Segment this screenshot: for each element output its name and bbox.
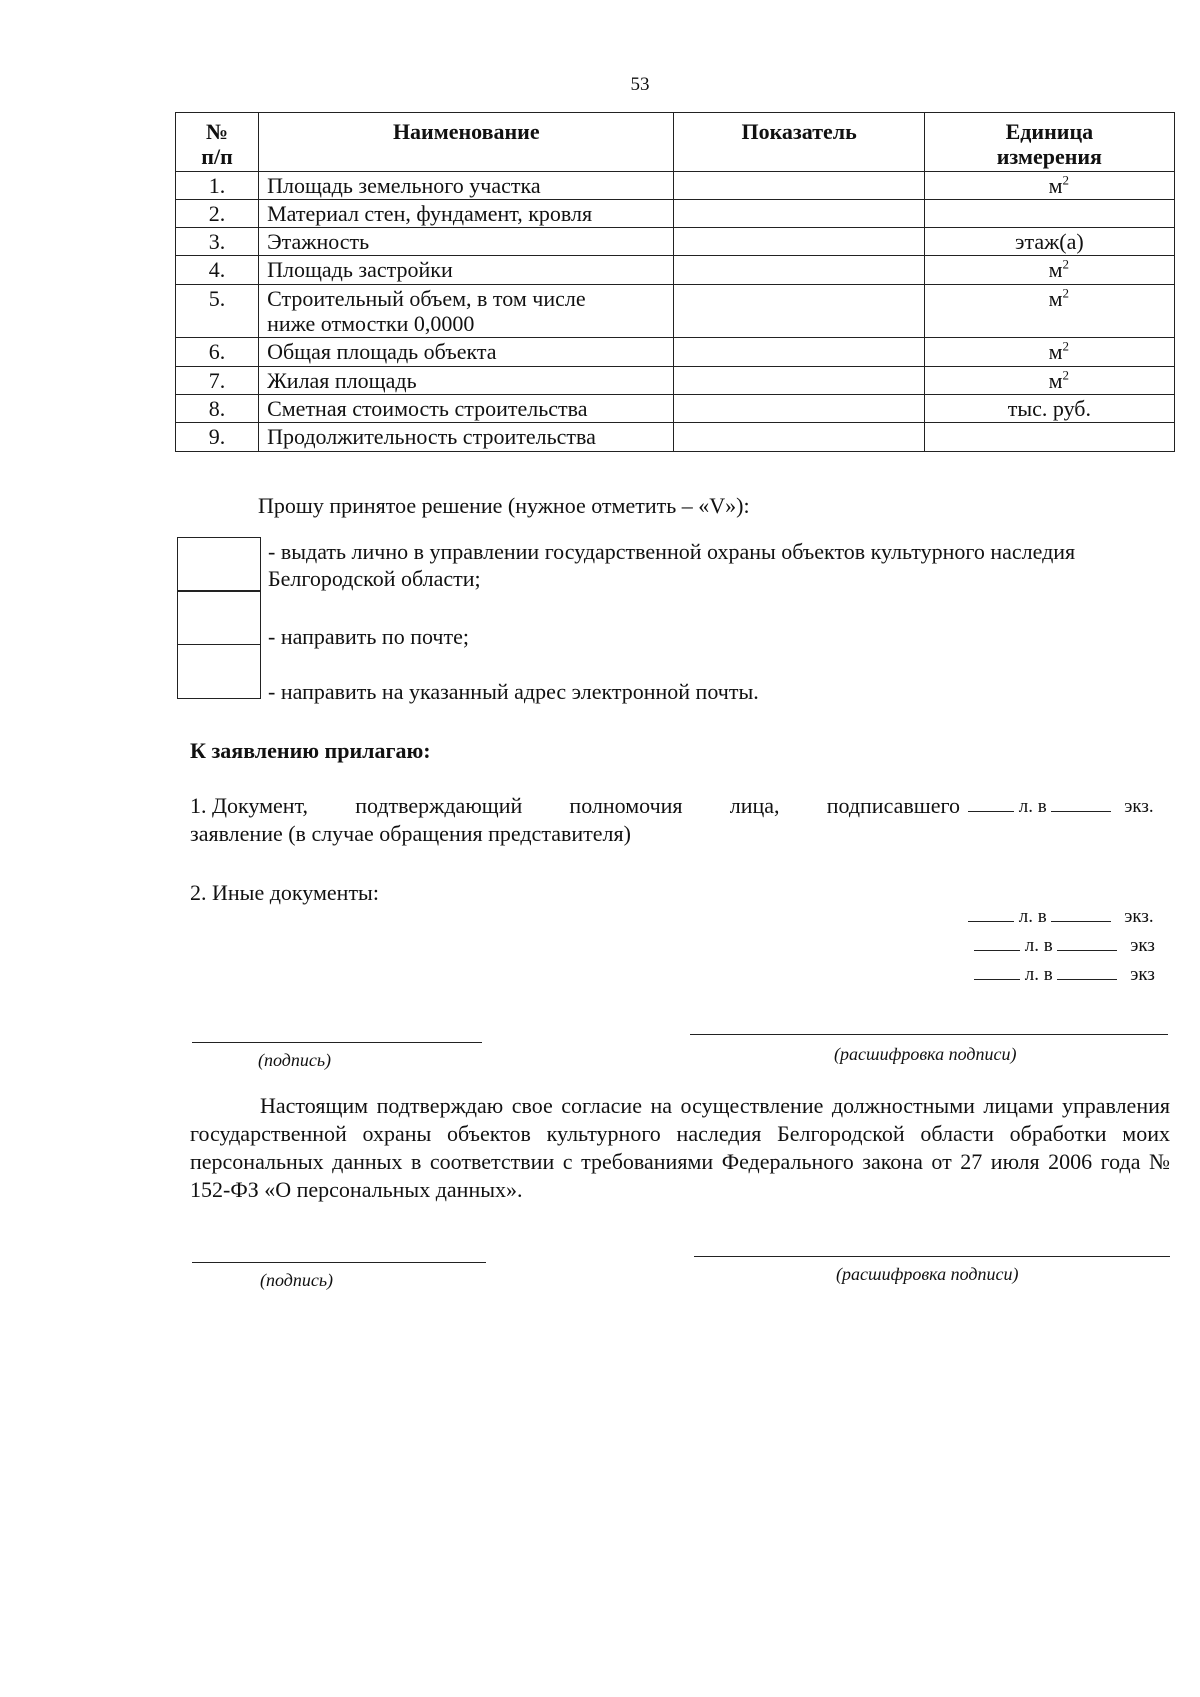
row-unit — [924, 423, 1174, 451]
doc2-copies-3: л. в экз — [974, 964, 1155, 986]
option-in-person: - выдать лично в управлении государственной охраны объектов культурного наследия Белгородской области; — [268, 539, 1076, 591]
row-name-line: Строительный объем, в том числе — [267, 285, 586, 311]
row-value-cell[interactable] — [674, 394, 924, 422]
row-name — [259, 366, 674, 394]
table-row — [176, 366, 1175, 394]
table-row — [176, 199, 1175, 227]
consent-signature-line[interactable] — [192, 1262, 486, 1263]
doc2-copies-1: л. в экз. — [968, 906, 1154, 928]
row-value-cell[interactable] — [674, 284, 924, 338]
doc1-copies: л. в экз. — [968, 796, 1154, 818]
doc1-word: подписавшего — [826, 793, 960, 818]
signature-line[interactable] — [192, 1042, 482, 1043]
row-name — [259, 199, 674, 227]
row-name — [259, 338, 674, 366]
doc1-word: 1. Документ, — [190, 793, 309, 818]
row-value-cell[interactable] — [674, 199, 924, 227]
row-name-line: Жилая площадь — [267, 367, 417, 393]
row-unit: этаж(а) — [924, 228, 1174, 256]
row-value-cell[interactable] — [674, 228, 924, 256]
row-unit: $м^2$ — [924, 171, 1174, 199]
signature-decode-caption: (расшифровка подписи) — [834, 1044, 1017, 1064]
row-unit: $м^2$ — [924, 284, 1174, 338]
checkbox-in-person[interactable] — [177, 537, 261, 592]
row-number: 1. — [176, 171, 259, 199]
table-row — [176, 284, 1175, 338]
row-value-cell[interactable] — [674, 171, 924, 199]
row-number: 3. — [176, 228, 259, 256]
doc1-word: подтверждающий — [355, 793, 523, 818]
table-row — [176, 423, 1175, 451]
header-num: № п/п — [176, 113, 259, 172]
row-name — [259, 256, 674, 284]
row-number: 5. — [176, 284, 259, 338]
row-name — [259, 394, 674, 422]
signature-caption: (подпись) — [258, 1050, 332, 1070]
row-number: 9. — [176, 423, 259, 451]
row-number: 4. — [176, 256, 259, 284]
header-name: Наименование — [259, 113, 674, 172]
option-by-mail: - направить по почте; — [268, 624, 469, 649]
row-name-line: Этажность — [267, 229, 370, 255]
decision-intro: Прошу принятое решение (нужное отметить – «V»): — [258, 493, 750, 518]
table-row — [176, 394, 1175, 422]
sheets-blank[interactable] — [968, 797, 1014, 812]
table-header-row — [176, 113, 1175, 172]
table-row — [176, 228, 1175, 256]
row-name — [259, 228, 674, 256]
decision-checkboxes — [177, 538, 261, 699]
copies-blank[interactable] — [1051, 907, 1111, 922]
doc2-copies-2: л. в экз — [974, 935, 1155, 957]
copies-blank[interactable] — [1057, 965, 1117, 980]
checkbox-by-mail[interactable] — [177, 590, 261, 645]
row-value-cell[interactable] — [674, 423, 924, 451]
row-name-line: Продолжительность строительства — [267, 424, 596, 450]
row-name-line: Материал стен, фундамент, кровля — [267, 200, 593, 226]
table-row — [176, 338, 1175, 366]
checkbox-by-email[interactable] — [177, 644, 261, 699]
row-unit: $м^2$ — [924, 256, 1174, 284]
row-name — [259, 171, 674, 199]
row-unit: $м^2$ — [924, 366, 1174, 394]
header-value: Показатель — [674, 113, 924, 172]
option-by-email: - направить на указанный адрес электронной почты. — [268, 679, 759, 704]
row-value-cell[interactable] — [674, 338, 924, 366]
row-value-cell[interactable] — [674, 366, 924, 394]
doc1-line2: заявление (в случае обращения представителя) — [190, 821, 631, 846]
row-unit — [924, 199, 1174, 227]
parameters-table — [175, 112, 1175, 452]
page-number: 53 — [630, 74, 650, 95]
copies-blank[interactable] — [1057, 936, 1117, 951]
row-unit: $м^2$ — [924, 338, 1174, 366]
row-value-cell[interactable] — [674, 256, 924, 284]
sheets-blank[interactable] — [968, 907, 1014, 922]
row-name-line: ниже отмостки 0,0000 — [267, 311, 475, 337]
attachments-heading: К заявлению прилагаю: — [190, 738, 431, 763]
consent-signature-caption: (подпись) — [260, 1270, 334, 1290]
sheets-blank[interactable] — [974, 936, 1020, 951]
row-number: 7. — [176, 366, 259, 394]
row-name-line: Площадь земельного участка — [267, 172, 541, 198]
copies-blank[interactable] — [1051, 797, 1111, 812]
row-number: 8. — [176, 394, 259, 422]
row-name-line: Сметная стоимость строительства — [267, 395, 588, 421]
row-name — [259, 423, 674, 451]
row-name-line: Площадь застройки — [267, 257, 453, 283]
row-name — [259, 284, 674, 338]
sheets-blank[interactable] — [974, 965, 1020, 980]
attachment-doc2: 2. Иные документы: — [190, 880, 379, 905]
row-number: 6. — [176, 338, 259, 366]
row-number: 2. — [176, 199, 259, 227]
table-row — [176, 256, 1175, 284]
row-name-line: Общая площадь объекта — [267, 339, 497, 365]
consent-paragraph: Настоящим подтверждаю свое согласие на осуществление должностными лицами управления государственной охраны объектов культурного наследия Белгородской области обработки моих персональных данных в соответствии с требованиями Федерального закона от 27 июля 2006 года № 152-ФЗ «О персональных данных». — [190, 1093, 1170, 1202]
doc1-word: полномочия — [569, 793, 683, 818]
consent-signature-decode-caption: (расшифровка подписи) — [836, 1264, 1019, 1284]
table-row — [176, 171, 1175, 199]
consent-signature-decode-line[interactable] — [694, 1256, 1170, 1257]
signature-decode-line[interactable] — [690, 1034, 1168, 1035]
header-unit: Единица измерения — [924, 113, 1174, 172]
doc1-word: лица, — [729, 793, 780, 818]
row-unit: тыс. руб. — [924, 394, 1174, 422]
attachment-doc1 — [190, 792, 960, 848]
